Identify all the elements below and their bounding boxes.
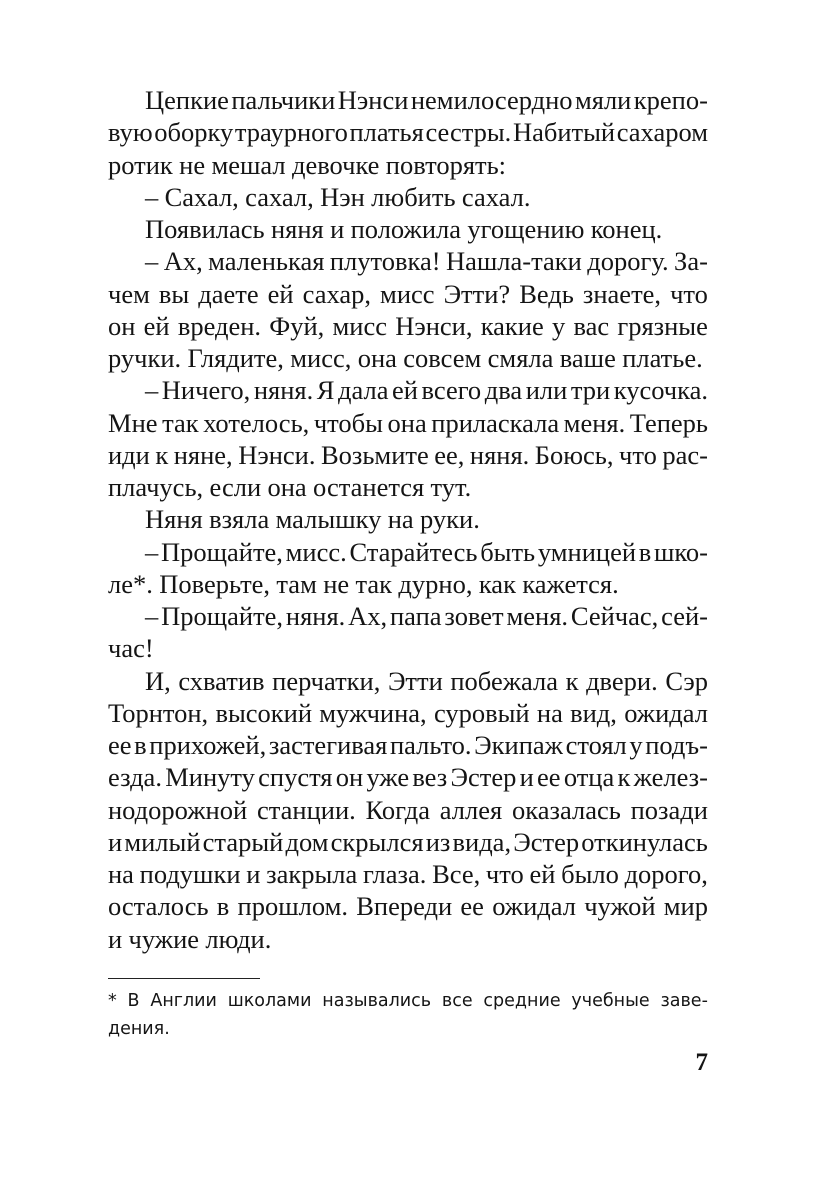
- text-line: и чужие люди.: [108, 923, 272, 954]
- text-line: Торнтон, высокий мужчина, суровый на вид, ожидал: [108, 697, 708, 728]
- text-line: езда. Минуту спустя он уже вез Эстер и ее отца к желез-: [108, 762, 708, 793]
- text-line: ротик не мешал девочке повторять:: [108, 149, 507, 180]
- text-line: нодорожной станции. Когда аллея оказалась позади: [108, 794, 708, 825]
- text-line: чем вы даете ей сахар, мисс Этти? Ведь знаете, что: [108, 278, 708, 309]
- text-line: вую оборку траурного платья сестры. Набитый сахаром: [108, 117, 708, 148]
- text-line: ле*. Поверьте, там не так дурно, как кажется.: [108, 568, 619, 599]
- text-line: он ей вреден. Фуй, мисс Нэнси, какие у вас грязные: [108, 310, 708, 341]
- text-line: плачусь, если она останется тут.: [108, 472, 472, 502]
- text-line: ее в прихожей, застегивая пальто. Экипаж стоял у подъ-: [108, 730, 708, 760]
- text-line: ручки. Глядите, мисс, она совсем смяла ваше платье.: [108, 343, 703, 373]
- text-line: и милый старый дом скрылся из вида, Эстер откинулась: [108, 826, 708, 857]
- footnote: [108, 987, 708, 1043]
- text-line: на подушки и закрыла глаза. Все, что ей было дорого,: [108, 859, 708, 889]
- page-number: 7: [695, 1049, 708, 1076]
- text-line: – Сахал, сахал, Нэн любить сахал.: [145, 181, 531, 212]
- text-line: иди к няне, Нэнси. Возьмите ее, няня. Боюсь, что рас-: [108, 439, 708, 470]
- text-line: – Прощайте, мисс. Старайтесь быть умницей в шко-: [145, 536, 708, 567]
- text-line: Няня взяла малышку на руки.: [145, 504, 480, 535]
- text-line: Появилась няня и положила угощению конец.: [145, 214, 663, 244]
- text-line: Мне так хотелось, чтобы она приласкала меня. Теперь: [108, 407, 708, 438]
- footnote-line: * В Англии школами назывались все средние учебные заве-: [108, 991, 708, 1011]
- footnote-line: дения.: [108, 1019, 170, 1039]
- text-line: осталось в прошлом. Впереди ее ожидал чужой мир: [108, 891, 708, 922]
- text-line: Цепкие пальчики Нэнси немилосердно мяли крепо-: [145, 85, 708, 115]
- text-line: – Ничего, няня. Я дала ей всего два или три кусочка.: [145, 375, 708, 406]
- body-text: [108, 84, 708, 955]
- text-line: – Ах, маленькая плутовка! Нашла-таки дорогу. За-: [145, 246, 708, 277]
- footnote-divider: [108, 978, 260, 979]
- text-line: – Прощайте, няня. Ах, папа зовет меня. Сейчас, сей-: [145, 601, 708, 631]
- text-line: И, схватив перчатки, Этти побежала к двери. Сэр: [145, 665, 708, 696]
- text-line: час!: [108, 633, 154, 664]
